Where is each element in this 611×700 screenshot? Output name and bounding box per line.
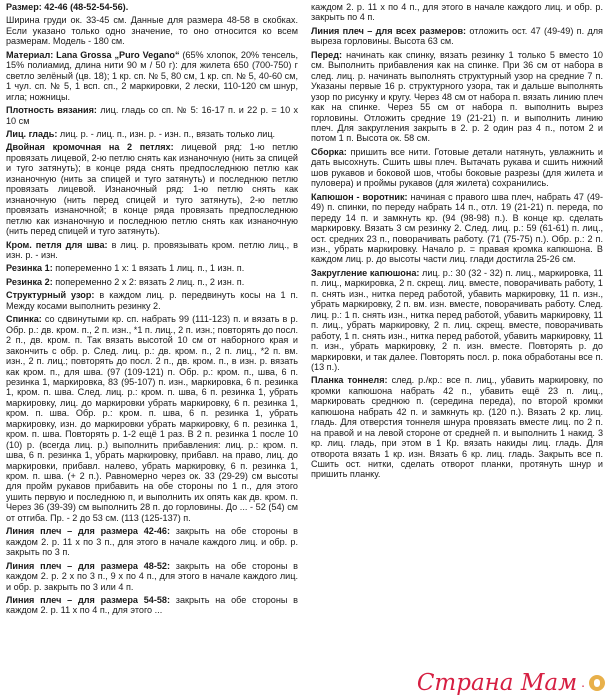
paragraph-heading: Двойная кромочная на 2 петлях: (6, 142, 174, 153)
paragraph-text: след. р./кр.: все п. лиц., убавить маркировку, по кромки капюшона набрать 42 п., убавить ещё 23 п. лиц., маркировать среднюю п. (середина переда), по второй кромки капюшона набрать 42 п. и замкнуть кр. (120 п.). Вязать 2 кр. лиц. гладь. Для отверстия тоннеля шнура провязать вместе лиц. по 2 п. на правой и на левой стороне от средней п. и выполнить 1 накид. 3 кр. лиц. гладь, при этом в 1 Кр. вязать накиды лиц. гладь. Для отворота вязать 1 кр. изн. Вязать 6 кр. лиц. гладь. Закрыть все п. Сшить ост. нитки, сделать отворот планки, протянуть шнур и пришить планку. (311, 375, 603, 480)
paragraph-heading: Сборка: (311, 146, 347, 157)
paragraph-heading: Линия плеч – для размера 42-46: (6, 526, 171, 537)
paragraph-text: закрыть на обе стороны в каждом 2. р. 2 х по 3 п., 9 х по 4 п., для этого в начале каждого лиц. и обр. р. закрыть по 3 или 4 п. (6, 560, 298, 592)
paragraph-heading: Капюшон - воротник: (311, 191, 408, 202)
site-logo-icon (589, 675, 605, 691)
paragraph-text: попеременно 1 х: 1 вязать 1 лиц. п., 1 изн. п. (52, 263, 245, 274)
paragraph (311, 375, 603, 480)
paragraph (6, 561, 298, 592)
paragraph-heading: Резинка 1: (6, 263, 53, 274)
paragraph-heading: Линия плеч – для размера 48-52: (6, 560, 171, 571)
paragraph (311, 26, 603, 47)
paragraph (6, 15, 298, 46)
paragraph-text: лиц. р.: 30 (32 - 32) п. лиц., маркировка, 11 п. лиц., маркировка, 2 п. скрещ. лиц. вместе, поворачивать работу, 1 п. снять изн., нитка перед работой, убавить маркировку, 11 п. изн., убрать маркировку, 2 п. вм. изн. вместе, поворачивать работу. След. лиц. р.: 1 п. снять изн., нитка перед работой, убавить маркировку, 11 п. лиц., убрать маркировку, 2 п. лиц. скрещ. вместе, поворачивать работу, 1 п. снять изн., нитка перед работой, убавить маркировку, 11 п. изн., убрать маркировку, 2 п. изн. вместе. Повторять р. до маркировки, и так далее. Повторять посл. р. пока обработаны все п. (13 п.). (311, 267, 603, 372)
paragraph-heading: Закругление капюшона: (311, 267, 420, 278)
paragraph-heading: Кром. петля для шва: (6, 239, 108, 250)
paragraph (6, 314, 298, 523)
paragraph-text: со сдвинутыми кр. сп. набрать 99 (111-123) п. и вязать в р. Обр. р.: дв. кром. п., 2 п. изн., *1 п. лиц., 2 п. изн.; повторять до посл. 2 п., дв. кром. п. Так вязать высотой 10 см от наборного края и закончить с обр. р. След. лиц. р.: дв. кром. п., 2 п. лиц., *2 п. вм. изн., 2 п. лиц.; повторять до посл. 2 п., дв. кром. п., в изн. р. вязать как кром. п., для шва. (97 (109-121) п. Обр. р.: кром. п., шва, 6 п. резинка 1, маркировка, 83 (95-107) п. изн., маркировка, 6 п. резинка 1, кром. п. шва. След. лиц. р.: кром. п. шва, 6 п. резинка 1, убрать маркировку, лиц. до маркировки убрать маркировку, 6 п. резинка 1, кром. п. шва. Обр. р.: кром. п. шва, 6 п. резинка 1, убрать маркировку, изн. до маркировки убрать маркировку, 6 п. резинка 1, кром. п. шва. Повторять р. 1-2 ещё 1 раз. В 2 п. резинка 1 после 10 (10) р. (всегда лиц. р.) выполнить прибавления: лиц. р.: кром. п. шва, 6 п. резинка 1, убрать маркировку, прибавл. на право, лиц. до маркировки, прибавл. налево, убрать маркировку, 6 п. резинка 1, кром. п. шва. (+ 2 п.). Равномерно через ок. 33 (29-29) см высоты для пройм рукавов прибавить на обе стороны по 1 п., для этого ушить первую и последнюю п, и выполнить их опять как дв. кром. п. Через 36 (39-39) см выполнить 28 п. до горловины. До ... - 52 (54) см от отгиба. Пр. - 2 до 53 см. (113 (125-137) п. (6, 314, 298, 523)
paragraph (311, 268, 603, 373)
paragraph (6, 290, 298, 311)
paragraph-text: лиц. гладь со сп. № 5: 16-17 п. и 22 р. = 10 х 10 см (6, 105, 298, 126)
paragraph (311, 2, 603, 23)
watermark (417, 670, 605, 696)
paragraph (6, 240, 298, 261)
paragraph-heading: Размер: 42-46 (48-52-54-56). (6, 2, 129, 12)
paragraph-heading: Линия плеч – для размера 54-58: (6, 595, 171, 606)
paragraph (6, 50, 298, 102)
paragraph (311, 192, 603, 265)
paragraph-text: каждом 2. р. 11 х по 4 п., для этого в начале каждого лиц. и обр. р. закрыть по 4 п. (311, 2, 603, 23)
paragraph-heading: Спинка: (6, 314, 42, 325)
paragraph (6, 526, 298, 557)
paragraph (6, 263, 298, 273)
paragraph (6, 142, 298, 236)
paragraph (6, 129, 298, 139)
paragraph-heading: Структурный узор: (6, 290, 95, 301)
left-column (6, 2, 298, 619)
paragraph (6, 105, 298, 126)
paragraph-heading: Лиц. гладь: (6, 128, 58, 139)
paragraph-heading: Перед: (311, 49, 343, 60)
paragraph-text: попеременно 2 х 2: вязать 2 лиц. п., 2 изн. п. (52, 276, 245, 287)
paragraph (6, 277, 298, 287)
paragraph-text: (65% хлопок, 20% тенсель, 15% полиамид, длина нити 90 м / 50 г): для жилета 650 (700-750) г светло зелёный (цв. 18); 1 кр. сп. № 5, 80 см, 1 кр. сп. № 5, 40-60 см, 1 чул. сп. № 5, 1 всп. сп., 2 маркировки, 2 лески, 110-120 см шнур, игла; ножницы. (6, 49, 298, 102)
paragraph (6, 2, 298, 12)
paragraph-text: начиная с правого шва плеч, набрать 47 (49-49) п. спинки, по переду набрать 14 п., отл. 19 (21-21) п. переда, по переду 14 п. и замкнуть кр. (94 (98-98) п.). В конце кр. сделать маркировку. Вязать 3 см резинку 2. След. лиц. р.: 59 (61-61) п. лиц., ост. средних 23 п., поворачивать работу. (71 (75-75) п.). Обр. р.: 2 п. изн., убрать маркировку. Начало р. = правая кромка капюшона. В каждом лиц. р. до высоты части лиц. глади достигла 25-26 см. (311, 191, 603, 265)
paragraph-text: в лиц. р. провязывать кром. петлю лиц., в изн. р. - изн. (6, 239, 298, 260)
paragraph-text: начинать как спинку, вязать резинку 1 только 5 вместо 10 см. Выполнить прибавления как на спинке. При 36 см от набора в след. лиц. р. начинать выполнять структурный узор на средние 7 п. Указаны первые 16 р. структурного узора, так и дальше выполнять узор по рисунку и кругу. Через 48 см от набора п. вязать линию плеч как на спинке. Через 55 см от набора п. выполнить вырез горловины. Отложить средние 19 (21-21) п. и выполнить линию плеч. Для закругления закрыть в 2. р. 2 один раз 4 п., потом 2 и потом 1 п. Высота ок. 58 см. (311, 49, 603, 144)
paragraph-text: закрыть на обе стороны в каждом 2. р. 11 х по 4 п., для этого ... (6, 595, 298, 616)
paragraph-text: пришить все нити. Готовые детали натянуть, увлажнить и дать высохнуть. Сшить швы плеч. Вытачать рукава и сшить нижний шов рукавов и боковой шов, чтобы боковые разрезы (для жилета и пуловера) и проймы рукавов (для жилета) сохранились. (311, 146, 603, 189)
paragraph (311, 50, 603, 144)
paragraph (6, 595, 298, 616)
paragraph (311, 147, 603, 189)
right-column (311, 2, 603, 483)
paragraph-text: лицевой ряд: 1-ю петлю провязать лицевой, 2-ю петлю снять как изнаночную (нить за спицей и туго затянуть); в конце ряда снять предпоследнюю петлю как изнаночную (нить за спицей и туго затянуть) и последнюю петлю провязать лицевой. Изнаночный ряд: 1-ю петлю снять как изнаночную (нить перед спицей и туго затянуть), 2-ю петлю провязать изнаночной; в конце ряда провязать предпоследнюю петлю как изнаночную и последнюю петлю снять как изнаночную (нить перед спицей и туго затянуть). (6, 142, 298, 237)
watermark-dot: . (581, 676, 585, 690)
paragraph-text: отложить ост. 47 (49-49) п. для выреза горловины. Высота 63 см. (311, 25, 603, 47)
paragraph-text: Ширина груди ок. 33-45 см. Данные для размера 48-58 в скобках. Если указано только одно значение, то оно относится ко всем размерам. Модель - 180 см. (6, 15, 298, 47)
paragraph-heading: Материал: Lana Grossa „Puro Vegano“ (6, 49, 180, 60)
paragraph-heading: Плотность вязания: (6, 105, 97, 116)
paragraph-heading: Планка тоннеля: (311, 375, 388, 386)
paragraph-heading: Линия плеч – для всех размеров: (311, 25, 467, 36)
paragraph-text: в каждом лиц. р. передвинуть косы на 1 п. Между косами выполнить резинку 2. (6, 290, 299, 311)
paragraph-text: закрыть на обе стороны в каждом 2. р. 11 х по 3 п., для этого в начале каждого лиц. и обр. р. закрыть по 3 п. (6, 526, 298, 558)
watermark-text: Страна Мам (416, 670, 578, 696)
paragraph-heading: Резинка 2: (6, 276, 53, 287)
paragraph-text: лиц. р. - лиц. п., изн. р. - изн. п., вязать только лиц. (57, 128, 276, 139)
